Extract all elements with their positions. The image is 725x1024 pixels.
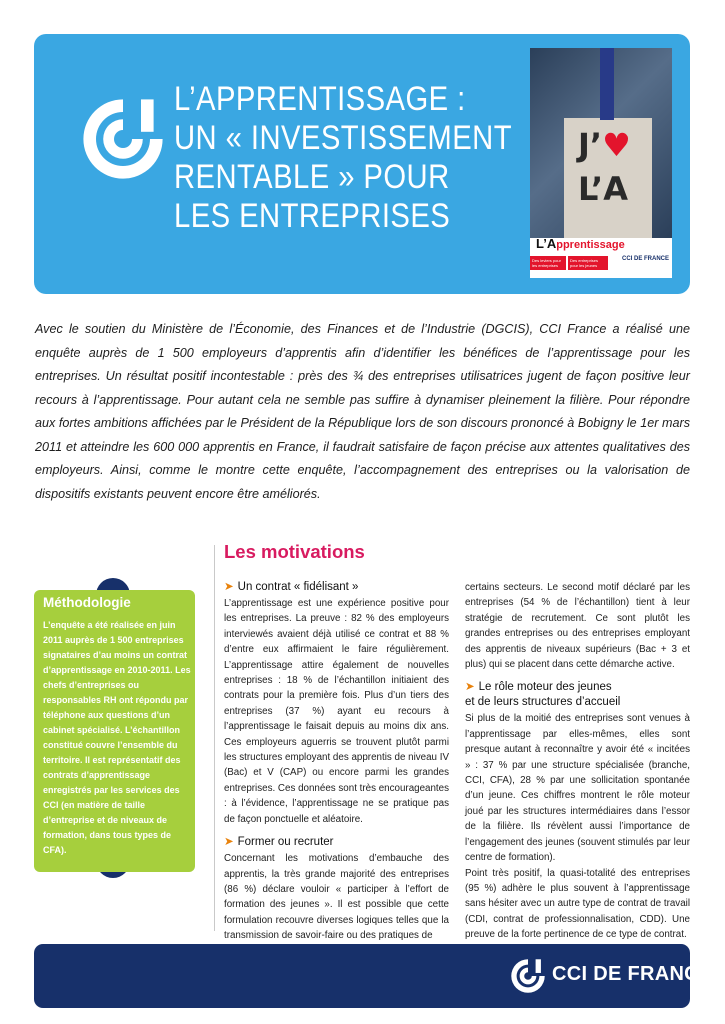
footer-brand: CCI DE FRANCE — [552, 963, 713, 985]
cci-logo-icon — [78, 94, 168, 184]
title-line: RENTABLE » POUR — [174, 158, 450, 196]
cover-cci-logo: CCI DE FRANCE — [622, 256, 670, 262]
section-divider — [214, 545, 215, 931]
cover-tag-1: Des leviers pour les entreprises — [530, 256, 566, 270]
cover-headline-2: L’A — [578, 170, 628, 208]
column-right — [465, 580, 690, 943]
cover-headline-1: J’♥ — [578, 126, 631, 164]
cover-brand: L’Apprentissage — [536, 236, 625, 251]
footer-bar — [34, 944, 713, 1008]
title-line: L’APPRENTISSAGE : — [174, 80, 466, 118]
section-title: Les motivations — [224, 541, 365, 562]
methodology-box — [34, 590, 195, 872]
subheading-contract: ➤ Un contrat « fidélisant » — [224, 581, 359, 593]
subheading-youth: ➤ Le rôle moteur des jeunes et de leurs structures d’accueil — [465, 681, 621, 709]
paragraph-conclusion: Point très positif, la quasi-totalité des entreprises (95 %) adhère le plus souvent à l’apprentissage sans hésiter avec un autre type de contrat de travail (CDI, contrat de professionnalisation, CDD). Une preuve de la forte pertinence de ce type de contrat. — [465, 867, 690, 941]
cover-tie — [600, 48, 614, 120]
paragraph-train-continued: certains secteurs. Le second motif déclaré par les entreprises (54 % de l’échantillon) tient à leur stratégie de recrutement. Ce sont plutôt les grandes entreprises ou des entreprises employant des apprentis de niveaux supérieurs (Bac + 3 et plus) qui se placent dans cette démarche active. — [465, 582, 690, 671]
paragraph-contract: L’apprentissage est une expérience positive pour les entreprises. La preuve : 82 % des employeurs interviewés avaient déjà utilisé ce contrat et 88 % d’entre eux affirmaient le faire régulièrement. L’apprentissage attire également de nouvelles entreprises : 18 % de l’échantillon initiaient des contrats pour la première fois. Plus d’un tiers des entreprises (37 %) ayant eu recours à l’apprentissage le faisait depuis au moins dix ans. Ces employeurs aguerris se trouvent plutôt parmi les structures employant des apprentis de niveau IV (Bac) et V (CAP) ou encore parmi les grandes entreprises. Ces données sont très encourageantes : à l’évidence, l’apprentissage ne se pratique pas de façon ponctuelle et aléatoire. — [224, 598, 449, 825]
title-line: UN « INVESTISSEMENT — [174, 119, 512, 157]
arrow-icon: ➤ — [224, 581, 234, 593]
methodology-title: Méthodologie — [43, 595, 131, 610]
cover-tag-2: Des entreprises pour les jeunes — [568, 256, 608, 270]
paragraph-train: Concernant les motivations d’embauche des apprentis, la très grande majorité des entreprises (86 %) déclare vouloir « participer à l’effort de formation des jeunes ». Il est possible que cette formulation recouvre diverses logiques telles que la transmission de savoir-faire ou des pratiques de — [224, 853, 449, 942]
arrow-icon: ➤ — [465, 681, 475, 694]
column-left — [224, 580, 449, 944]
subheading-train: ➤ Former ou recruter — [224, 836, 334, 849]
brochure-cover-image — [530, 48, 672, 278]
heart-icon: ♥ — [602, 126, 631, 164]
paragraph-youth: Si plus de la moitié des entreprises sont venues à l’apprentissage par elles-mêmes, elles sont presque autant à reconnaître y avoir été « incitées » : 37 % par une structure spécialisée (branche, CCI, CFA), 28 % par une sollicitation spontanée d’un jeune. Ces chiffres montrent le rôle moteur joué par les structures intermédiaires dans l’essor de la filière. Ils révèlent aussi l’importance de l’engagement des jeunes (souvent stimulés par leur centre de formation). — [465, 713, 690, 864]
methodology-text: L’enquête a été réalisée en juin 2011 auprès de 1 500 entreprises signataires d’au moins un contrat d’apprentissage en 2010-2011. Les chefs d’entreprises ou responsables RH ont répondu par téléphone aux questions d’un cabinet spécialisé. L’échantillon constitué couvre l’ensemble du territoire. Il est représentatif des contrats d’apprentissage enregistrés par les services des CCI (en matière de taille d’entreprise et de niveaux de formation, dans tous types de CFA). — [43, 620, 191, 855]
title-line: LES ENTREPRISES — [174, 197, 451, 235]
cci-logo-icon — [508, 957, 548, 995]
page-title — [174, 80, 574, 236]
intro-paragraph: Avec le soutien du Ministère de l’Économie, des Finances et de l’Industrie (DGCIS), CCI France a réalisé une enquête auprès de 1 500 employeurs d’apprentis afin d’identifier les bénéfices de l’apprentissage pour les entreprises. Un résultat positif incontestable : près des ¾ des entreprises utilisatrices jugent de façon positive leur recours à l’apprentissage. Pour autant cela ne semble pas suffire à dynamiser pleinement la filière. Pour répondre aux fortes ambitions affichées par le Président de la République lors de son discours prononcé à Bobigny le 1er mars 2011 et atteindre les 600 000 apprentis en France, il faudrait satisfaire de façon précise aux attentes qualitatives des employeurs. Ainsi, comme le montre cette enquête, l’accompagnement des entreprises ou la valorisation de dispositifs existants peuvent encore être améliorés. — [35, 322, 690, 501]
arrow-icon: ➤ — [224, 836, 234, 849]
